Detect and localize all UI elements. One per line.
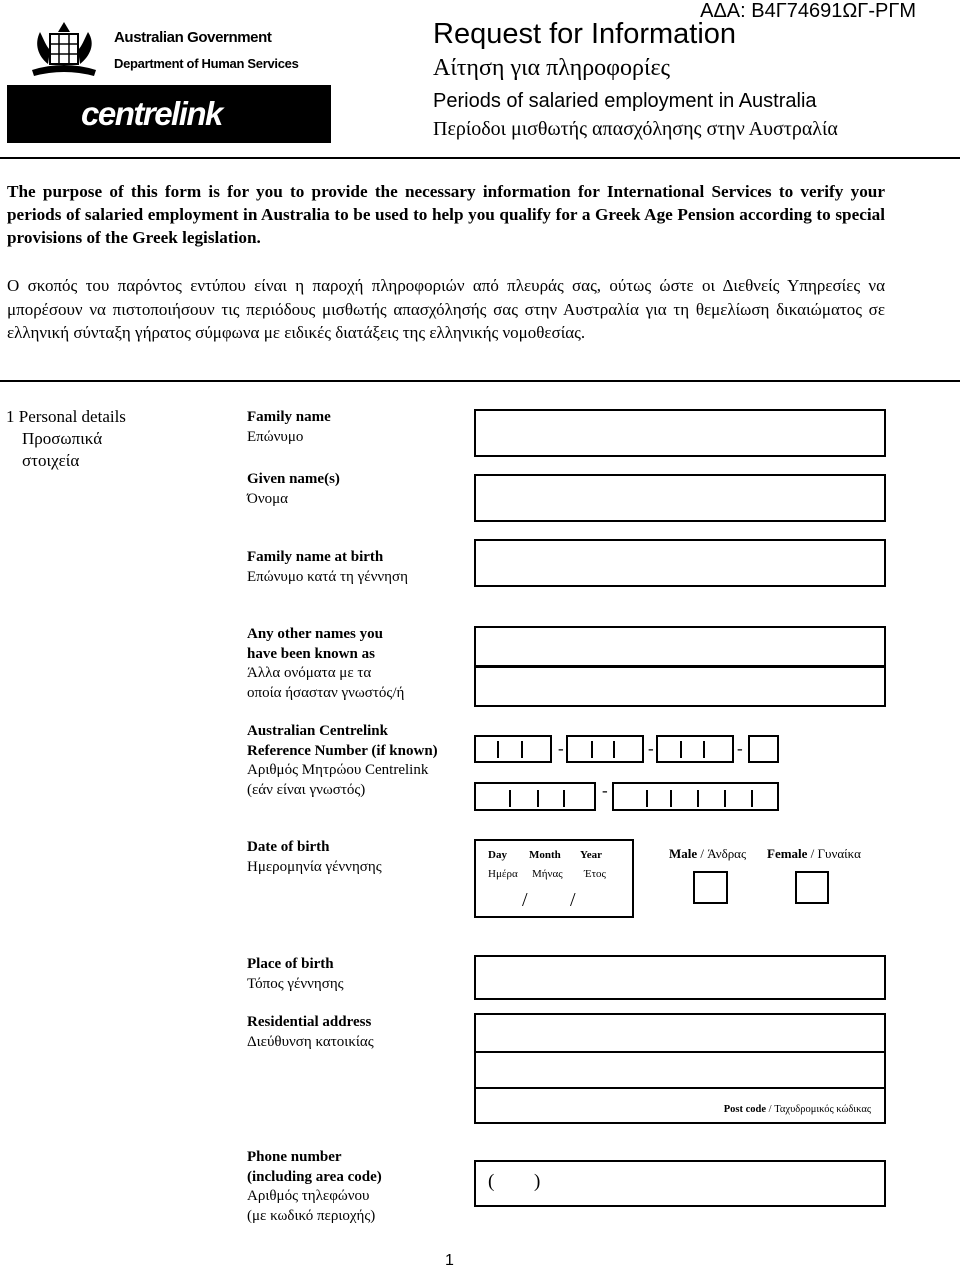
address-label: [247, 1013, 374, 1052]
phone-paren-open: (: [488, 1171, 495, 1192]
dob-input[interactable]: [474, 839, 634, 918]
crn-separator-4: -: [602, 781, 608, 800]
birth-place-label: [247, 955, 344, 994]
crn-box-5-divider-b: [537, 790, 539, 807]
family-name-label-en: Family name: [247, 409, 331, 425]
dob-year-en: Year: [580, 849, 602, 861]
crn-box-6[interactable]: [612, 782, 779, 811]
crn-box-1-divider-a: [497, 741, 499, 758]
crn-box-3-divider-b: [703, 741, 705, 758]
dob-day-en: Day: [488, 849, 507, 861]
crn-separator-1: -: [558, 739, 564, 758]
crn-box-3-divider-a: [680, 741, 682, 758]
female-label: [767, 846, 861, 862]
other-names-label: [247, 625, 404, 703]
crn-label-el-2: (εάν είναι γνωστός): [247, 781, 366, 798]
birth-name-input[interactable]: [474, 539, 886, 587]
other-names-label-en-2: have been known as: [247, 645, 375, 662]
other-names-label-el-2: οποία ήσασταν γνωστός/ή: [247, 684, 405, 701]
family-name-label-el: Επώνυμο: [247, 428, 304, 445]
family-name-label: [247, 408, 331, 447]
brand-text: centrelink: [81, 95, 222, 132]
crn-separator-2: -: [648, 739, 654, 758]
postcode-label-el: / Ταχυδρομικός κώδικας: [768, 1104, 871, 1115]
phone-label-en-1: Phone number: [247, 1149, 342, 1165]
phone-paren-close: ): [534, 1171, 541, 1192]
section-title-el-2: στοιχεία: [22, 451, 80, 470]
section-title: 1 Personal details: [6, 407, 126, 426]
crn-box-1[interactable]: [474, 735, 552, 763]
phone-label-el-1: Αριθμός τηλεφώνου: [247, 1188, 370, 1204]
female-checkbox[interactable]: [795, 871, 829, 904]
crn-box-5-divider-a: [509, 790, 511, 807]
intro-en: The purpose of this form is for you to provide the necessary information for International Services to verify your periods of salaried employment in Australia to be used to help you qualify for a Greek Age Pension according to special provisions of the Greek legislation.: [7, 182, 885, 247]
other-names-input-2[interactable]: [474, 666, 886, 707]
address-line-divider-2: [476, 1087, 884, 1089]
crn-label-el-1: Αριθμός Μητρώου Centrelink: [247, 762, 429, 778]
address-label-el: Διεύθυνση κατοικίας: [247, 1033, 374, 1050]
title-en: Request for Information: [433, 18, 737, 50]
given-names-label-en: Given name(s): [247, 471, 340, 487]
other-names-label-en-1: Any other names you: [247, 626, 383, 642]
document-code: ΑΔΑ: Β4Γ74691ΩΓ-ΡΓΜ: [700, 0, 916, 22]
phone-input[interactable]: [474, 1160, 886, 1207]
dob-label-en: Date of birth: [247, 839, 330, 855]
crn-label-en-2: Reference Number (if known): [247, 742, 438, 759]
other-names-label-el-1: Άλλα ονόματα με τα: [247, 665, 372, 681]
crn-box-4[interactable]: [748, 735, 779, 763]
crn-box-6-divider-a: [646, 790, 648, 807]
address-label-en: Residential address: [247, 1014, 372, 1030]
crn-label: [247, 722, 438, 800]
male-label: [669, 846, 746, 862]
gov-line-2: Department of Human Services: [114, 56, 299, 71]
male-label-en: Male: [669, 846, 698, 861]
postcode-label-en: Post code: [723, 1104, 767, 1115]
address-line-divider-1: [476, 1051, 884, 1053]
phone-label: [247, 1148, 382, 1226]
dob-label-el: Ημερομηνία γέννησης: [247, 858, 382, 875]
crn-separator-3: -: [737, 739, 743, 758]
title-el: Αίτηση για πληροφορίες: [433, 55, 671, 81]
gov-line-1: Australian Government: [114, 29, 272, 46]
female-label-el: / Γυναίκα: [810, 846, 861, 861]
crn-label-en-1: Australian Centrelink: [247, 723, 388, 739]
intro-el: Ο σκοπός του παρόντος εντύπου είναι η παροχή πληροφοριών από πλευράς σας, ούτως ώστε οι Διεθνείς Υπηρεσίες να μπορέσουν να πιστοποιήσουν τις περιόδους μισθωτής απασχόλησής σας στην Αυστραλία για τη θεμελίωση δικαιώματος σε ελληνική σύνταξη γήρατος σύμφωνα με ειδικές διατάξεις της ελληνικής νομοθεσίας.: [7, 276, 885, 342]
crn-box-5-divider-c: [563, 790, 565, 807]
section-title-el-1: Προσωπικά: [22, 429, 103, 448]
other-names-input-1[interactable]: [474, 626, 886, 667]
crn-box-6-divider-d: [724, 790, 726, 807]
given-names-input[interactable]: [474, 474, 886, 522]
phone-label-el-2: (με κωδικό περιοχής): [247, 1207, 376, 1224]
phone-label-en-2: (including area code): [247, 1168, 382, 1185]
divider-top: [0, 157, 960, 159]
birth-name-label: [247, 548, 408, 587]
crn-box-2[interactable]: [566, 735, 644, 763]
birth-place-label-el: Τόπος γέννησης: [247, 975, 344, 992]
subtitle-el: Περίοδοι μισθωτής απασχόλησης στην Αυστραλία: [433, 118, 838, 140]
dob-day-el: Ημέρα: [488, 868, 518, 880]
subtitle-en: Periods of salaried employment in Australia: [433, 90, 817, 112]
male-checkbox[interactable]: [693, 871, 728, 904]
crn-box-2-divider-a: [591, 741, 593, 758]
birth-name-label-el: Επώνυμο κατά τη γέννηση: [247, 568, 408, 585]
dob-month-el: Μήνας: [532, 868, 563, 880]
divider-middle: [0, 380, 960, 382]
page-number: 1: [445, 1252, 454, 1269]
female-label-en: Female: [767, 846, 808, 861]
birth-place-label-en: Place of birth: [247, 956, 334, 972]
crn-box-5[interactable]: [474, 782, 596, 811]
coat-of-arms-icon: [24, 20, 104, 82]
centrelink-logo: [7, 85, 331, 143]
dob-slash-1: /: [522, 889, 528, 911]
crn-box-1-divider-b: [521, 741, 523, 758]
given-names-label-el: Όνομα: [247, 490, 289, 507]
postcode-label: [724, 1104, 871, 1115]
dob-slash-2: /: [570, 889, 576, 911]
male-label-el: / Άνδρας: [700, 846, 747, 861]
birth-name-label-en: Family name at birth: [247, 549, 384, 565]
given-names-label: [247, 470, 340, 509]
dob-label: [247, 838, 382, 877]
crn-box-6-divider-c: [697, 790, 699, 807]
address-input[interactable]: [474, 1013, 886, 1124]
crn-box-6-divider-b: [670, 790, 672, 807]
dob-year-el: Έτος: [584, 868, 606, 880]
crn-box-2-divider-b: [613, 741, 615, 758]
family-name-input[interactable]: [474, 409, 886, 457]
dob-month-en: Month: [529, 849, 561, 861]
crn-box-6-divider-e: [751, 790, 753, 807]
birth-place-input[interactable]: [474, 955, 886, 1000]
crn-box-3[interactable]: [656, 735, 734, 763]
